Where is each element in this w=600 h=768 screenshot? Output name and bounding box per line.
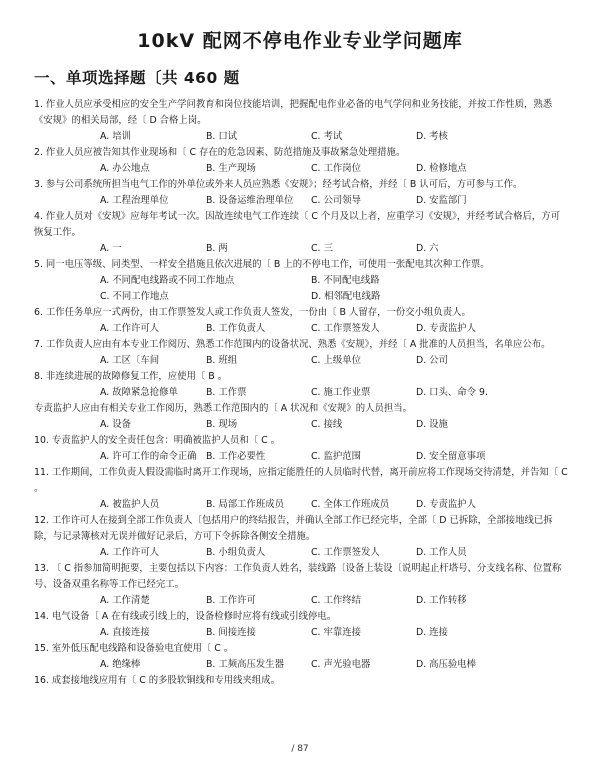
option: A. 工作许可人 — [100, 323, 160, 334]
option: B. 两 — [206, 243, 228, 254]
question-text: 14. 电气设备〔 A 在有线或引线上的，设备检修时应将有线或引线停电。 — [34, 611, 337, 622]
option: D. 专责监护人 — [416, 499, 477, 510]
option: A. 被监护人员 — [100, 499, 160, 510]
option: C. 工作岗位 — [311, 163, 362, 174]
option: D. 考核 — [416, 131, 448, 142]
option-row — [34, 417, 568, 433]
question-text: 1. 作业人员应承受相应的安全生产学问教育和岗位技能培训，把握配电作业必备的电气学问和业务技能，并按工作性质，熟悉《安规》的相关局部，经〔 D 合格上岗。 — [34, 99, 553, 126]
option: B. 工作负责人 — [206, 323, 266, 334]
question-text: 12. 工作许可人在接到全部工作负责人〔包括用户的终结报告，并确认全部工作已经完毕，全部〔 D 已拆除，全部接地线已拆除，与记录簿核对无误并做好记录后，方可下令拆除各侧安全措施。 — [34, 515, 553, 542]
option: B. 工作票 — [206, 387, 247, 398]
option: A. 一 — [100, 243, 122, 254]
question-list — [34, 97, 568, 689]
option-row — [34, 161, 568, 177]
option: D. 检修地点 — [416, 163, 467, 174]
option: D. 工作转移 — [416, 595, 467, 606]
option: B. 工作必要性 — [206, 451, 266, 462]
option: A. 工区〔车间 — [100, 355, 160, 366]
question-text: 6. 工作任务单应一式两份，由工作票签发人或工作负责人签发，一份由〔 B 人留存，一份交小组负责人。 — [34, 307, 471, 318]
option: A. 不同配电线路或不同工作地点 — [100, 275, 235, 286]
question-text: 专责监护人应由有相关专业工作阅历，熟悉工作范围内的〔 A 状况和《安规》的人员担当。 — [34, 403, 413, 414]
option: B. 间接连接 — [206, 627, 256, 638]
option: B. 现场 — [206, 419, 238, 430]
option-row — [34, 625, 568, 641]
question-text: 10. 专责监护人的安全责任包含：明确被监护人员和〔 C 。 — [34, 435, 281, 446]
section-heading: 一、单项选择题〔共 460 题 — [34, 69, 240, 87]
option: B. 口试 — [206, 131, 238, 142]
option: A. 许可工作的命令正确 — [100, 451, 197, 462]
option: D. 工作人员 — [416, 547, 467, 558]
option: D. 专责监护人 — [416, 323, 477, 334]
option-row — [34, 241, 568, 257]
option: C. 不同工作地点 — [100, 291, 169, 302]
question-text: 3. 参与公司系统所担当电气工作的外单位或外来人员应熟悉《安规》；经考试合格，并经〔 B 认可后，方可参与工作。 — [34, 179, 523, 190]
option-row — [34, 497, 568, 513]
question-text: 8. 非连续进展的故障修复工作，应使用〔 B 。 — [34, 371, 228, 382]
option-row — [34, 657, 568, 673]
option: C. 考试 — [311, 131, 343, 142]
question-text: 11. 工作期间，工作负责人假设需临时离开工作现场，应指定能胜任的人员临时代替，离开前应将工作现场交待清楚，并告知〔 C 。 — [34, 467, 568, 494]
option: C. 牢靠连接 — [311, 627, 362, 638]
option: B. 工频高压发生器 — [206, 659, 285, 670]
option: A. 工作清楚 — [100, 595, 150, 606]
option: C. 施工作业票 — [311, 387, 371, 398]
page-number: / 87 — [291, 744, 309, 754]
option: A. 工作许可人 — [100, 547, 160, 558]
question-text: 2. 作业人员应被告知其作业现场和〔 C 存在的危急因素、防范措施及事故紧急处理措施。 — [34, 147, 406, 158]
question-text: 5. 同一电压等级、同类型、一样安全措施且依次进展的〔 B 上的不停电工作，可使用一张配电其次种工作票。 — [34, 259, 490, 270]
document-title: 10kV 配网不停电作业专业学问题库 — [137, 30, 463, 52]
option-row — [34, 129, 568, 145]
option: C. 公司领导 — [311, 195, 362, 206]
option: D. 安监部门 — [416, 195, 467, 206]
option: D. 连接 — [416, 627, 448, 638]
option: C. 监护范围 — [311, 451, 362, 462]
option-row — [34, 449, 568, 465]
option-row — [34, 545, 568, 561]
option-row — [34, 385, 568, 401]
option: B. 工作许可 — [206, 595, 256, 606]
option: B. 局部工作班成员 — [206, 499, 285, 510]
option: D. 六 — [416, 243, 439, 254]
option: C. 接线 — [311, 419, 343, 430]
option: A. 培训 — [100, 131, 131, 142]
option-row — [100, 289, 568, 305]
question-text: 16. 成套接地线应用有〔 C 的多股软铜线和专用线夹组成。 — [34, 675, 281, 686]
option: A. 直接连接 — [100, 627, 150, 638]
option-row — [34, 321, 568, 337]
question-text: 4. 作业人员对《安规》应每年考试一次。因故连续电气工作连续〔 C 个月及以上者，应重学习《安规》，并经考试合格后，方可恢复工作。 — [34, 211, 560, 238]
option: A. 故障紧急抢修单 — [100, 387, 178, 398]
option: C. 声光验电器 — [311, 659, 371, 670]
option: C. 上级单位 — [311, 355, 362, 366]
option: B. 生产现场 — [206, 163, 256, 174]
option: B. 班组 — [206, 355, 238, 366]
option: A. 绝缘棒 — [100, 659, 141, 670]
option: D. 高压验电棒 — [416, 659, 477, 670]
option: B. 设备运维治理单位 — [206, 195, 294, 206]
option: B. 不同配电线路 — [311, 275, 380, 286]
option: A. 设备 — [100, 419, 131, 430]
option: D. 公司 — [416, 355, 448, 366]
option-row — [100, 273, 568, 289]
option: C. 工作票签发人 — [311, 547, 380, 558]
option-row — [34, 593, 568, 609]
option: B. 小组负责人 — [206, 547, 266, 558]
option: A. 办公地点 — [100, 163, 150, 174]
option: D. 安全留意事项 — [416, 451, 486, 462]
option: C. 工作票签发人 — [311, 323, 380, 334]
question-text: 15. 室外低压配电线路和设备验电宜使用〔 C 。 — [34, 643, 234, 654]
option: D. 相邻配电线路 — [311, 291, 381, 302]
option: D. 设施 — [416, 419, 448, 430]
option: C. 工作终结 — [311, 595, 362, 606]
option-row — [34, 353, 568, 369]
question-text: 7. 工作负责人应由有本专业工作阅历、熟悉工作范围内的设备状况、熟悉《安规》，并经〔 A 批准的人员担当，名单应公布。 — [34, 339, 551, 350]
option: C. 全体工作班成员 — [311, 499, 390, 510]
option-row — [34, 193, 568, 209]
question-text: 13. 〔 C 指参加简明扼要，主要包括以下内容：工作负责人姓名，装线路〔设备上装设〔说明起止杆塔号、分支线名称、位置称号、设备双重名称等工作已经完工。 — [34, 563, 562, 590]
option: D. 口头、命令 9. — [416, 387, 488, 398]
option: A. 工程治理单位 — [100, 195, 169, 206]
option: C. 三 — [311, 243, 333, 254]
